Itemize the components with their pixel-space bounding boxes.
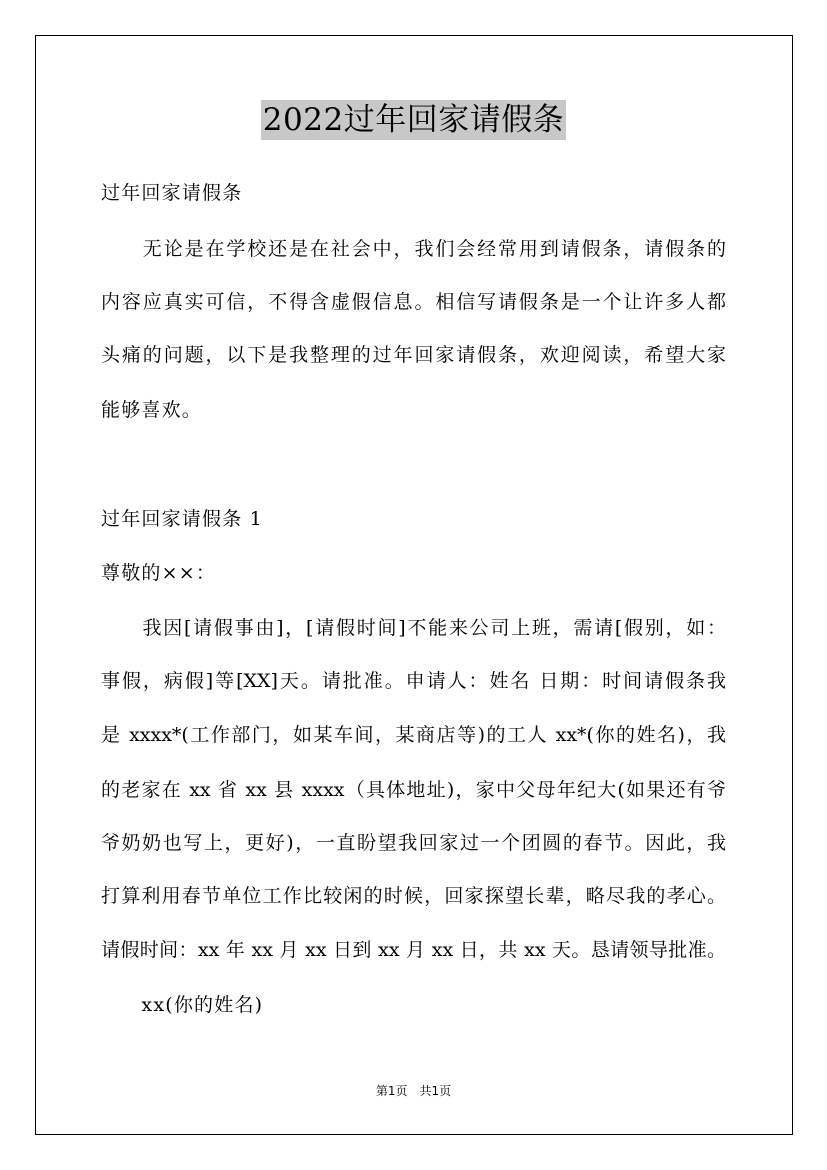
paragraph-line: 能够喜欢。 bbox=[101, 399, 203, 421]
paragraph-line: 爷奶奶也写上，更好)，一直盼望我回家过一个团圆的春节。因此，我 bbox=[101, 832, 726, 854]
salutation: 尊敬的××： bbox=[101, 562, 217, 584]
paragraph-line: 内容应真实可信，不得含虚假信息。相信写请假条是一个让许多人都 bbox=[101, 291, 726, 313]
section-heading: 过年回家请假条 1 bbox=[101, 508, 263, 530]
paragraph-line: 打算利用春节单位工作比较闲的时候，回家探望长辈，略尽我的孝心。 bbox=[101, 885, 726, 907]
paragraph-line: 头痛的问题，以下是我整理的过年回家请假条，欢迎阅读，希望大家 bbox=[101, 344, 726, 366]
paragraph-line: 我因[请假事由]，[请假时间]不能来公司上班，需请[假别，如： bbox=[101, 617, 726, 639]
paragraph-line: 请假时间：xx 年 xx 月 xx 日到 xx 月 xx 日，共 xx 天。恳请领导批准。 bbox=[101, 939, 726, 961]
title-container bbox=[0, 100, 827, 140]
page-number: 第1页 共1页 bbox=[375, 1084, 452, 1098]
paragraph-line: 的老家在 xx 省 xx 县 xxxx（具体地址)，家中父母年纪大(如果还有爷 bbox=[101, 779, 726, 801]
paragraph-line: 无论是在学校还是在社会中，我们会经常用到请假条，请假条的 bbox=[101, 238, 726, 260]
paragraph-line: 是 xxxx*(工作部门，如某车间，某商店等)的工人 xx*(你的姓名)，我 bbox=[101, 724, 726, 746]
document-title: 2022过年回家请假条 bbox=[262, 102, 565, 138]
paragraph-line: 事假，病假]等[XX]天。请批准。申请人：姓名 日期：时间请假条我 bbox=[101, 670, 726, 692]
section-heading: 过年回家请假条 bbox=[101, 182, 243, 204]
signature-line: xx(你的姓名) bbox=[101, 994, 264, 1016]
